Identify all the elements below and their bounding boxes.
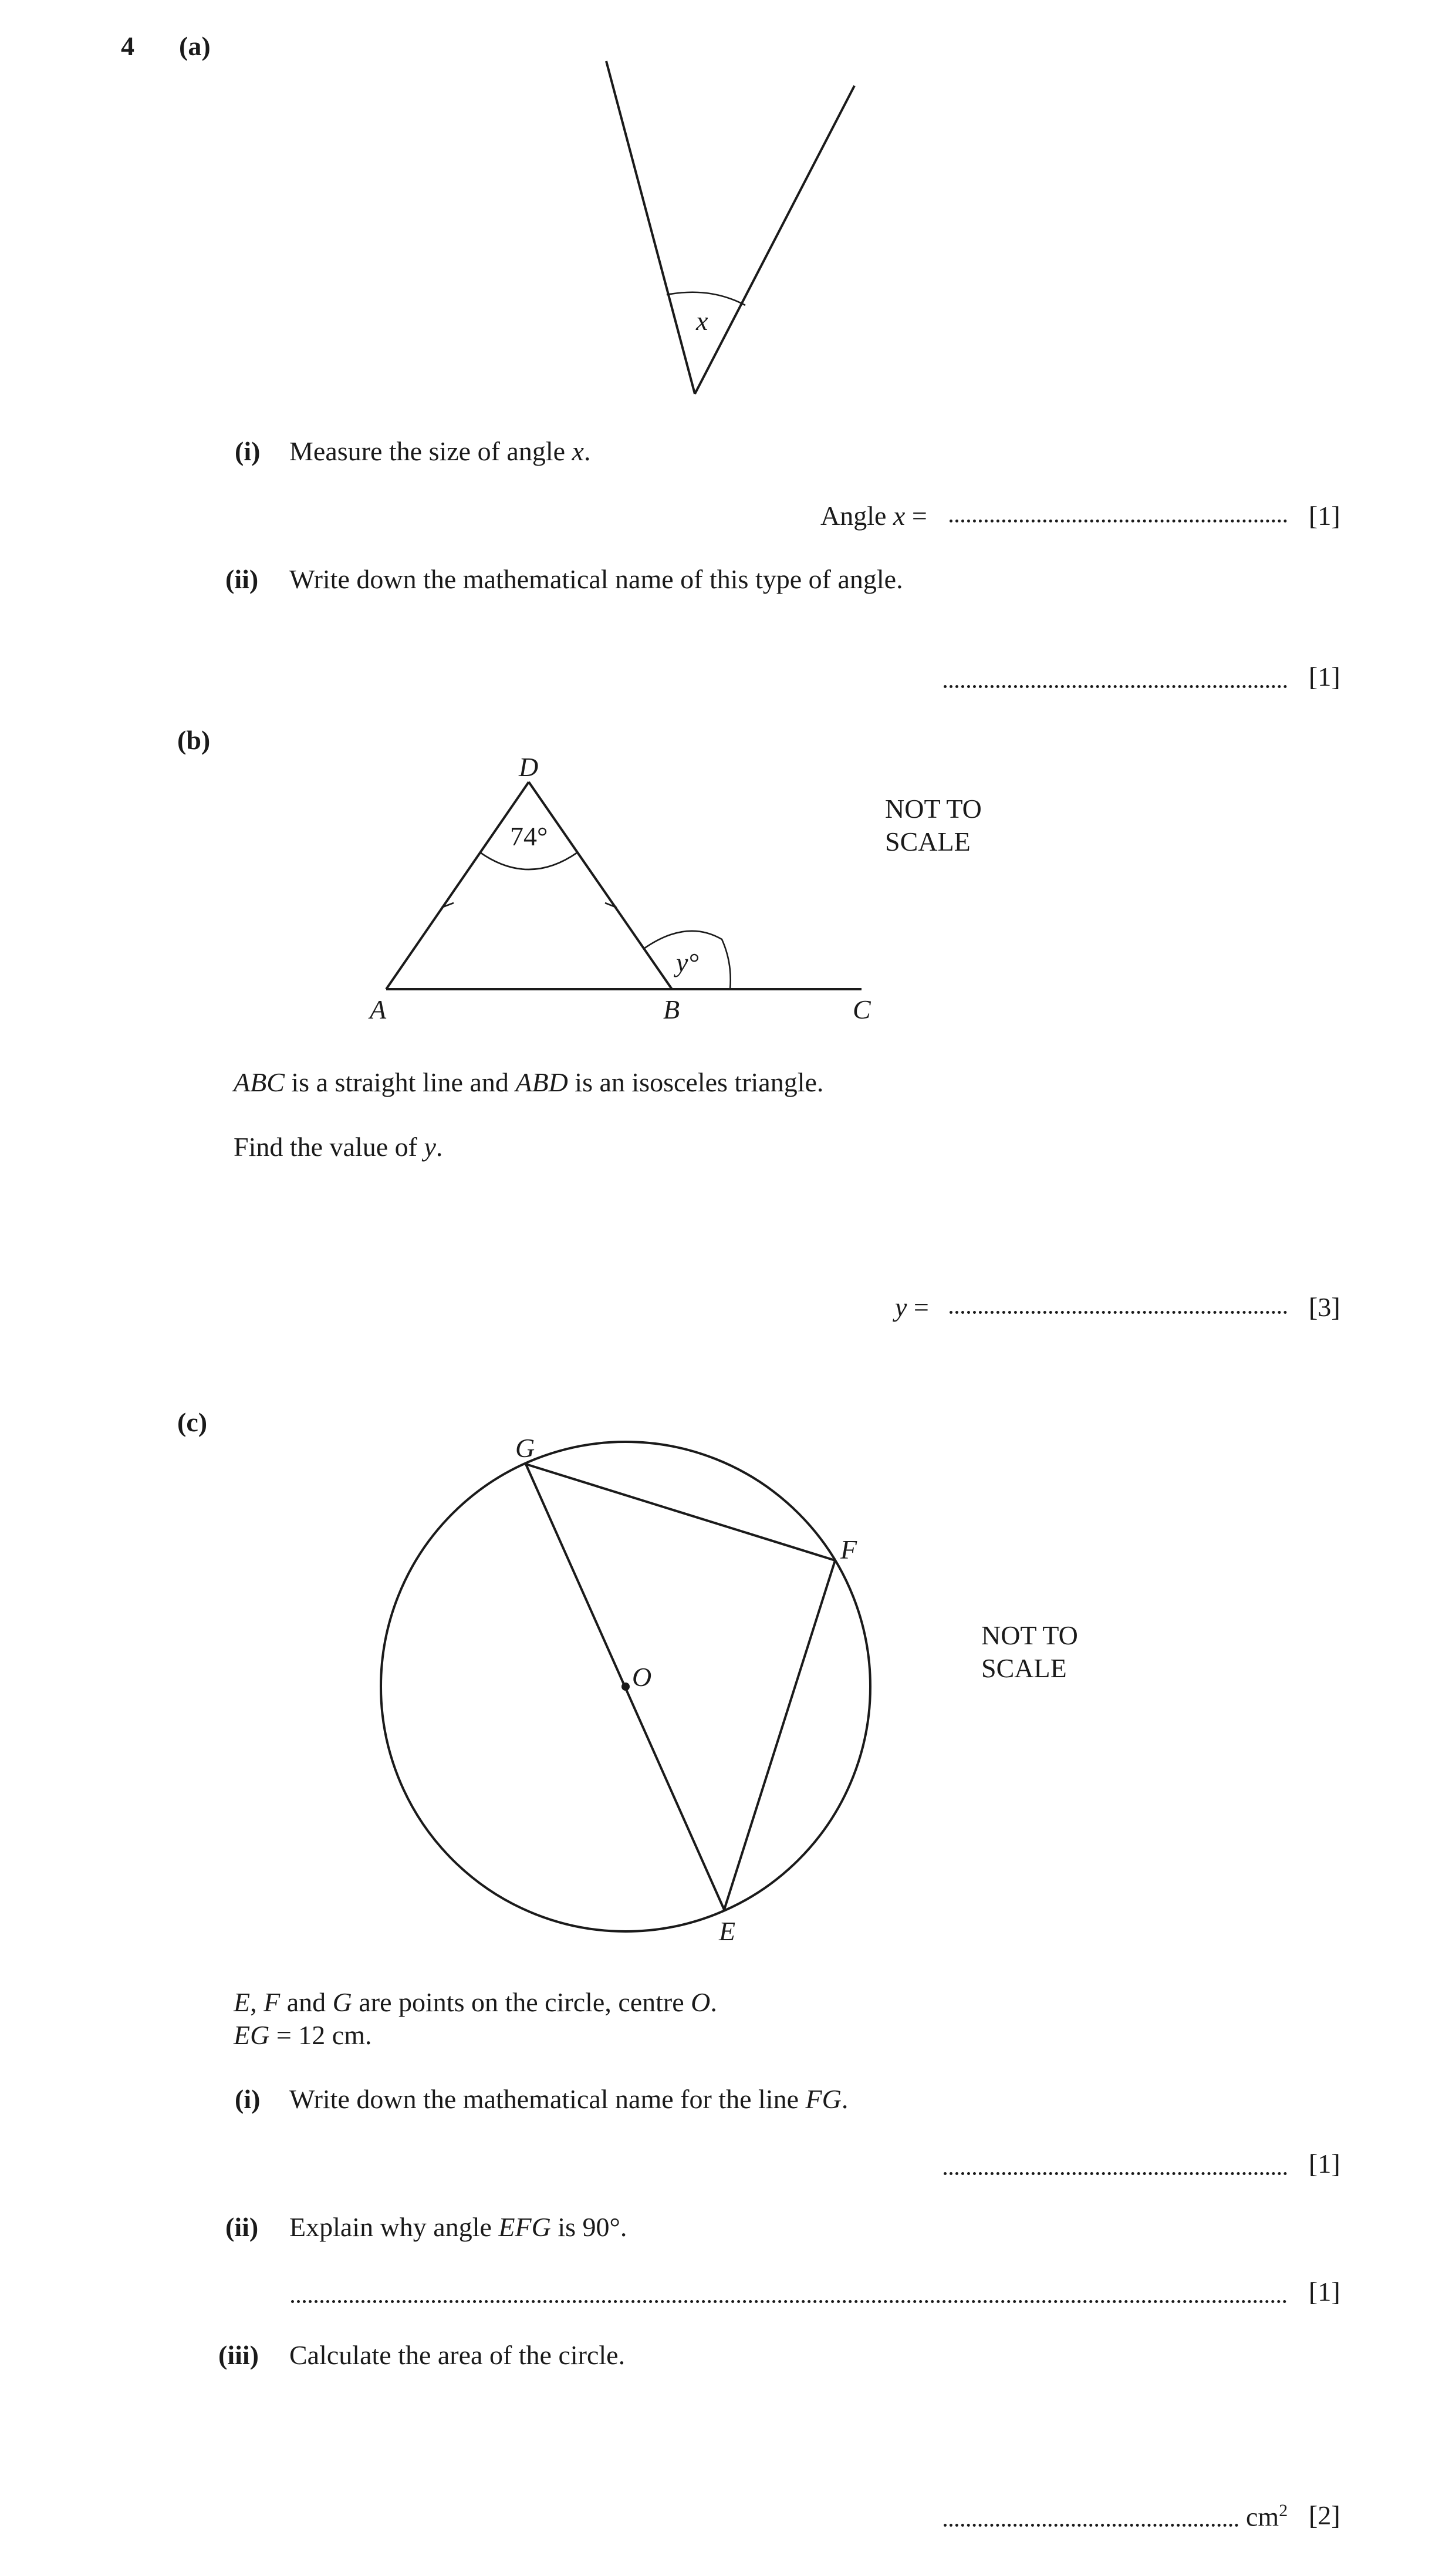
angle-d-label: 74° bbox=[510, 821, 548, 851]
angle-arm-right bbox=[695, 86, 854, 394]
point-a-label: A bbox=[370, 994, 387, 1024]
marks-c-iii: [2] bbox=[1309, 2500, 1340, 2530]
part-a-i-label: (i) bbox=[235, 436, 261, 466]
angle-x-arc bbox=[667, 292, 745, 305]
part-c-i-label: (i) bbox=[235, 2084, 261, 2114]
part-c-ii-label: (ii) bbox=[225, 2212, 259, 2242]
point-c-label: C bbox=[853, 994, 871, 1024]
not-to-scale-b-line1: NOT TO bbox=[885, 794, 982, 824]
point-b-label: B bbox=[663, 994, 680, 1024]
area-unit: $cm^2$ bbox=[1246, 2501, 1288, 2532]
question-number: 4 bbox=[121, 31, 134, 61]
answer-line-angle-x[interactable] bbox=[950, 520, 1287, 522]
answer-line-area[interactable] bbox=[944, 2524, 1238, 2527]
part-c-iii-question: Calculate the area of the circle. bbox=[289, 2340, 626, 2370]
marks-a-i: [1] bbox=[1309, 501, 1340, 531]
answer-line-explain[interactable] bbox=[291, 2300, 1287, 2303]
part-c-statement-2: EG = 12 cm. bbox=[234, 2020, 372, 2050]
marks-c-ii: [1] bbox=[1309, 2277, 1340, 2307]
side-db bbox=[529, 782, 672, 989]
point-f-label: F bbox=[840, 1535, 857, 1565]
point-e-label: E bbox=[719, 1916, 736, 1946]
part-a-ii-label: (ii) bbox=[225, 564, 259, 594]
part-b-label: (b) bbox=[177, 725, 211, 755]
part-b-find: Find the value of y. bbox=[234, 1132, 443, 1162]
point-g-label: G bbox=[515, 1433, 535, 1463]
angle-y-label: y° bbox=[676, 948, 699, 977]
not-to-scale-c-line2: SCALE bbox=[981, 1653, 1067, 1683]
part-a-i-question: Measure the size of angle x. bbox=[289, 436, 591, 466]
angle-x-answer-prefix: Angle x = bbox=[820, 501, 927, 531]
part-c-i-question: Write down the mathematical name for the line FG. bbox=[289, 2084, 849, 2114]
part-b-statement: ABC is a straight line and ABD is an isosceles triangle. bbox=[234, 1067, 824, 1097]
marks-b: [3] bbox=[1309, 1292, 1340, 1322]
marks-a-ii: [1] bbox=[1309, 662, 1340, 692]
point-o-label: O bbox=[632, 1662, 652, 1692]
angle-d-arc bbox=[480, 852, 577, 869]
side-ad bbox=[386, 782, 529, 989]
point-d-label: D bbox=[519, 752, 539, 782]
chord-fe bbox=[724, 1560, 835, 1910]
part-c-label: (c) bbox=[177, 1407, 208, 1437]
answer-line-fg-name[interactable] bbox=[944, 2172, 1287, 2175]
angle-x-label: x bbox=[696, 306, 708, 336]
part-c-iii-label: (iii) bbox=[218, 2340, 259, 2370]
not-to-scale-c-line1: NOT TO bbox=[981, 1620, 1078, 1650]
not-to-scale-b-line2: SCALE bbox=[885, 827, 971, 857]
answer-line-angle-name[interactable] bbox=[944, 685, 1287, 688]
y-answer-prefix: y = bbox=[895, 1292, 929, 1322]
part-a-label: (a) bbox=[179, 31, 211, 61]
part-c-statement-1: E, F and G are points on the circle, centre O. bbox=[234, 1987, 717, 2017]
angle-arm-left bbox=[606, 61, 695, 394]
chord-gf bbox=[526, 1464, 835, 1560]
marks-c-i: [1] bbox=[1309, 2149, 1340, 2179]
part-a-ii-question: Write down the mathematical name of this type of angle. bbox=[289, 564, 903, 594]
answer-line-y[interactable] bbox=[950, 1311, 1287, 1314]
centre-dot bbox=[621, 1683, 630, 1691]
part-c-ii-question: Explain why angle EFG is 90°. bbox=[289, 2212, 627, 2242]
